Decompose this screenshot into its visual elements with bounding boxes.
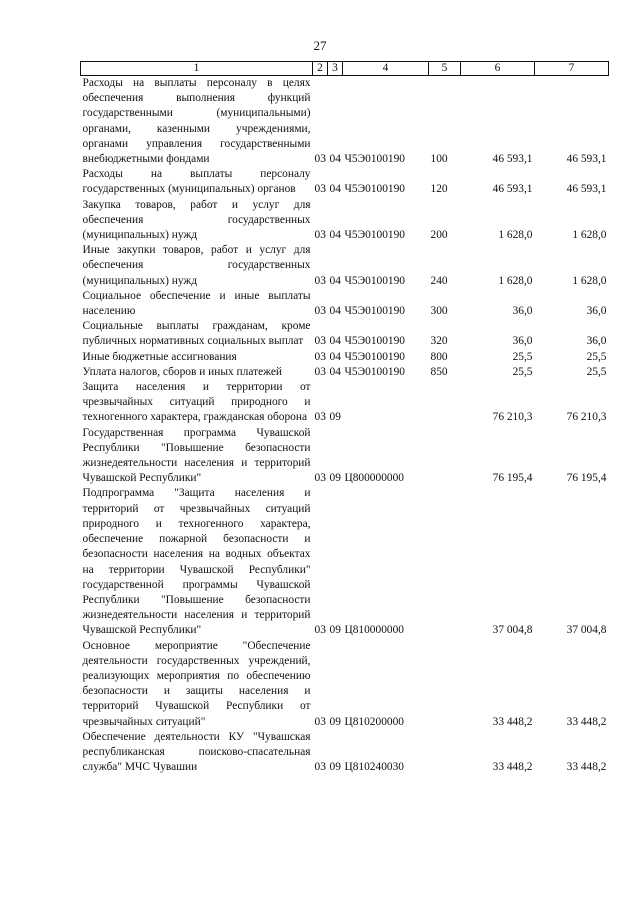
table-row — [81, 639, 609, 730]
row-subsection: 04 — [329, 305, 341, 318]
row-section: 03 — [314, 411, 326, 424]
row-name: Закупка товаров, работ и услуг для обеспечения государственных (муниципальных) нужд — [82, 198, 311, 242]
row-name: Расходы на выплаты персоналу государственных (муниципальных) органов — [82, 168, 311, 196]
row-amount-2: 1 628,0 — [572, 229, 607, 242]
header-col-1: 1 — [81, 62, 313, 76]
table-row — [81, 167, 609, 197]
table-header-row — [81, 62, 609, 76]
table-row — [81, 319, 609, 349]
row-amount-2: 33 448,2 — [566, 761, 607, 774]
row-subsection: 04 — [329, 153, 341, 166]
row-amount-1: 76 210,3 — [492, 411, 533, 424]
row-amount-2: 76 210,3 — [566, 411, 607, 424]
row-target-article: Ч5Э0100190 — [344, 183, 405, 196]
table-row — [81, 198, 609, 244]
row-expense-type: 850 — [430, 365, 448, 378]
row-section: 03 — [314, 335, 326, 348]
row-name: Социальное обеспечение и иные выплаты населению — [82, 289, 311, 318]
row-section: 03 — [314, 365, 326, 378]
row-expense-type — [429, 380, 461, 426]
table-row — [81, 380, 609, 426]
row-amount-2: 37 004,8 — [566, 624, 607, 637]
row-target-article: Ц800000000 — [344, 472, 404, 485]
row-subsection: 04 — [329, 229, 341, 242]
table-row — [81, 289, 609, 319]
row-section: 03 — [314, 153, 326, 166]
row-target-article: Ч5Э0100190 — [344, 153, 405, 166]
row-amount-2: 1 628,0 — [572, 274, 607, 287]
row-expense-type — [429, 730, 461, 776]
row-amount-1: 1 628,0 — [498, 229, 533, 242]
row-expense-type: 320 — [430, 335, 448, 348]
table-row — [81, 730, 609, 776]
row-target-article — [343, 380, 429, 426]
row-subsection: 09 — [329, 624, 341, 637]
row-amount-1: 33 448,2 — [492, 761, 533, 774]
row-amount-2: 33 448,2 — [566, 715, 607, 728]
row-name: Социальные выплаты гражданам, кроме публичных нормативных социальных выплат — [82, 320, 311, 348]
table-row — [81, 243, 609, 289]
row-section: 03 — [314, 274, 326, 287]
row-amount-1: 25,5 — [512, 350, 533, 363]
row-expense-type — [429, 426, 461, 487]
row-expense-type: 800 — [430, 350, 448, 363]
row-expense-type — [429, 486, 461, 638]
row-amount-1: 76 195,4 — [492, 472, 533, 485]
row-amount-2: 25,5 — [586, 350, 607, 363]
page-number: 27 — [313, 38, 327, 53]
row-section: 03 — [314, 624, 326, 637]
row-amount-2: 76 195,4 — [566, 472, 607, 485]
row-name: Защита населения и территории от чрезвычайных ситуаций природного и техногенного характера, гражданская оборона — [82, 381, 311, 424]
row-name: Иные бюджетные ассигнования — [82, 350, 237, 363]
row-amount-2: 36,0 — [586, 305, 607, 318]
row-section: 03 — [314, 472, 326, 485]
row-subsection: 09 — [329, 472, 341, 485]
table-row — [81, 426, 609, 487]
row-subsection: 09 — [329, 411, 341, 424]
row-subsection: 09 — [329, 761, 341, 774]
row-amount-2: 46 593,1 — [566, 183, 607, 196]
row-subsection: 04 — [329, 183, 341, 196]
row-name: Обеспечение деятельности КУ "Чувашская республиканская поисково-спасательная служба" МЧС Чувашии — [82, 730, 311, 774]
row-name: Уплата налогов, сборов и иных платежей — [82, 365, 282, 378]
row-amount-1: 36,0 — [512, 305, 533, 318]
row-subsection: 09 — [329, 715, 341, 728]
row-section: 03 — [314, 305, 326, 318]
row-subsection: 04 — [329, 274, 341, 287]
row-expense-type: 300 — [430, 305, 448, 318]
row-subsection: 04 — [329, 365, 341, 378]
row-target-article: Ч5Э0100190 — [344, 335, 405, 348]
table-row — [81, 350, 609, 365]
row-amount-1: 33 448,2 — [492, 715, 533, 728]
header-col-5: 5 — [429, 62, 461, 76]
row-section: 03 — [314, 761, 326, 774]
header-col-7: 7 — [535, 62, 609, 76]
row-target-article: Ч5Э0100190 — [344, 305, 405, 318]
budget-table — [80, 61, 609, 775]
row-name: Расходы на выплаты персоналу в целях обеспечения выполнения функций государственными (муниципальными) органами, казенными учреждениями, органами управления государственными внебюджетными фондами — [82, 77, 311, 166]
row-target-article: Ц810000000 — [344, 624, 404, 637]
row-section: 03 — [314, 183, 326, 196]
row-amount-1: 25,5 — [512, 365, 533, 378]
row-name: Основное мероприятие "Обеспечение деятельности государственных учреждений, реализующих мероприятия по обеспечению безопасности и защиты населения и территорий Чувашской Республики от чрезвычайных ситуаций" — [82, 639, 311, 728]
row-amount-1: 46 593,1 — [492, 183, 533, 196]
row-subsection: 04 — [329, 335, 341, 348]
table-row — [81, 76, 609, 168]
row-target-article: Ц810200000 — [344, 715, 404, 728]
row-target-article: Ч5Э0100190 — [344, 365, 405, 378]
row-section: 03 — [314, 350, 326, 363]
row-amount-2: 25,5 — [586, 365, 607, 378]
row-section: 03 — [314, 715, 326, 728]
header-col-3: 3 — [328, 62, 343, 76]
row-name: Иные закупки товаров, работ и услуг для обеспечения государственных (муниципальных) нужд — [82, 244, 311, 287]
row-target-article: Ч5Э0100190 — [344, 350, 405, 363]
row-expense-type: 100 — [430, 153, 448, 166]
row-expense-type: 240 — [430, 274, 448, 287]
row-expense-type: 200 — [430, 229, 448, 242]
row-amount-2: 36,0 — [586, 335, 607, 348]
row-amount-1: 37 004,8 — [492, 624, 533, 637]
row-subsection: 04 — [329, 350, 341, 363]
row-expense-type — [429, 639, 461, 730]
row-name: Подпрограмма "Защита населения и территорий от чрезвычайных ситуаций природного и техногенного характера, обеспечение пожарной безопасности и безопасности населения на водных объектах на территории Чувашской Республики" государственной программы Чувашской Республики "Повышение безопасности жизнедеятельности населения и территорий Чувашской Республики" — [82, 487, 311, 637]
row-amount-2: 46 593,1 — [566, 153, 607, 166]
header-col-6: 6 — [461, 62, 535, 76]
table-row — [81, 486, 609, 638]
row-name: Государственная программа Чувашской Республики "Повышение безопасности жизнедеятельности населения и территорий Чувашской Республики" — [82, 426, 311, 485]
row-target-article: Ч5Э0100190 — [344, 229, 405, 242]
table-body — [81, 76, 609, 776]
row-expense-type: 120 — [430, 183, 448, 196]
row-section: 03 — [314, 229, 326, 242]
row-target-article: Ц810240030 — [344, 761, 404, 774]
table-row — [81, 365, 609, 380]
header-col-4: 4 — [343, 62, 429, 76]
row-target-article: Ч5Э0100190 — [344, 274, 405, 287]
row-amount-1: 1 628,0 — [498, 274, 533, 287]
row-amount-1: 46 593,1 — [492, 153, 533, 166]
header-col-2: 2 — [313, 62, 328, 76]
row-amount-1: 36,0 — [512, 335, 533, 348]
